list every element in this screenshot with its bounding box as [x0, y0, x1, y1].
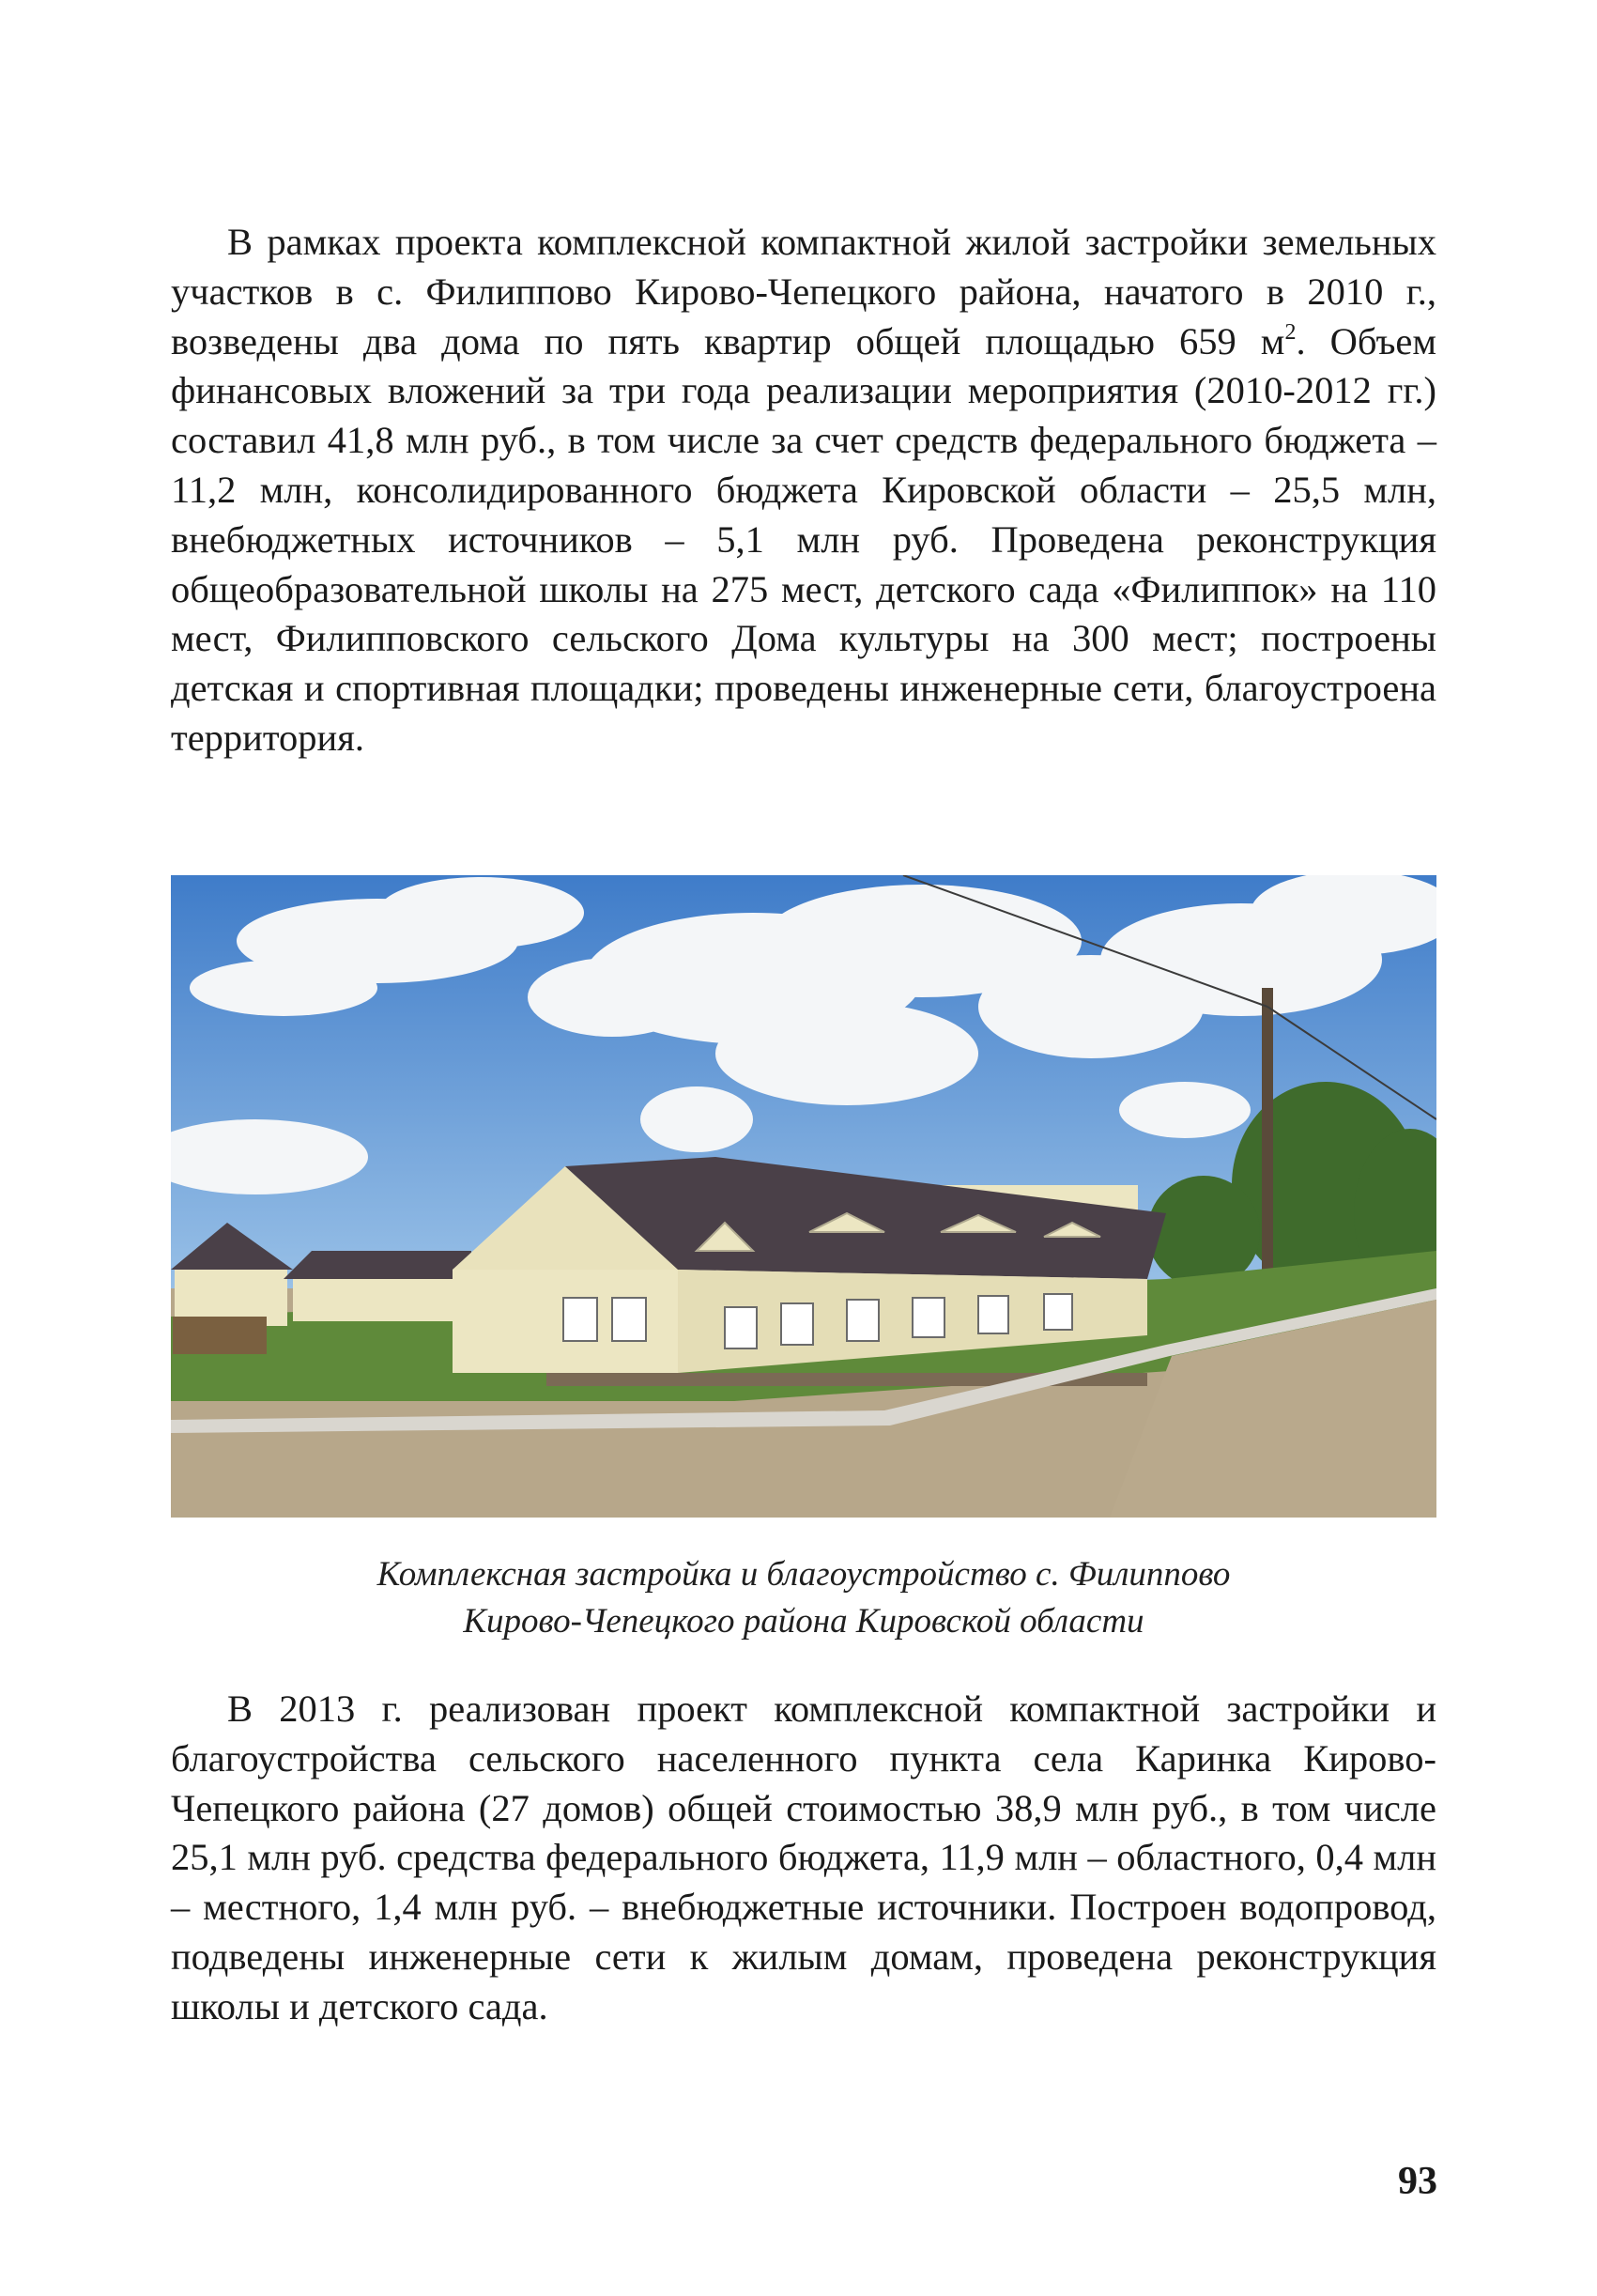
- caption-line-2: Кирово-Чепецкого района Кировской области: [463, 1602, 1144, 1641]
- village-houses-photo: [171, 875, 1436, 1518]
- body-paragraph-2: В 2013 г. реализован проект комплексной компактной застройки и благоустройства сельского населенного пункта села Каринка Кирово-Чепецкого района (27 домов) общей стоимостью 38,9 млн руб., в том числе 25,1 млн руб. средства федерального бюджета, 11,9 млн – областного, 0,4 млн – местного, 1,4 млн руб. – внебюджетные источники. Построен водопровод, подведены инженерные сети к жилым домам, проведена реконструкция школы и детского сада.: [171, 1687, 1436, 2027]
- caption-line-1: Комплексная застройка и благоустройство с. Филиппово: [376, 1555, 1231, 1594]
- photo-caption: [171, 1551, 1436, 1645]
- paragraph-1-text-end: . Объем финансовых вложений за три года реализации мероприятия (2010-2012 гг.) составил 41,8 млн руб., в том числе за счет средств федерального бюджета – 11,2 млн, консолидированного бюджета Кировской области – 25,5 млн, внебюджетных источников – 5,1 млн руб. Проведена реконструкция общеобразовательной школы на 275 мест, детского сада «Филиппок» на 110 мест, Филипповского сельского Дома культуры на 300 мест; построены детская и спортивная площадки; проведены инженерные сети, благоустроена территория.: [171, 319, 1436, 759]
- body-paragraph-1: [171, 218, 1436, 763]
- superscript-2: 2: [1284, 319, 1297, 345]
- page-number: 93: [1398, 2160, 1437, 2203]
- paragraph-1-text-start: В рамках проекта комплексной компактной жилой застройки земельных участков в с. Филиппово Кирово-Чепецкого района, начатого в 2010 г., возведены два дома по пять квартир общей площадью 659 м: [171, 221, 1436, 362]
